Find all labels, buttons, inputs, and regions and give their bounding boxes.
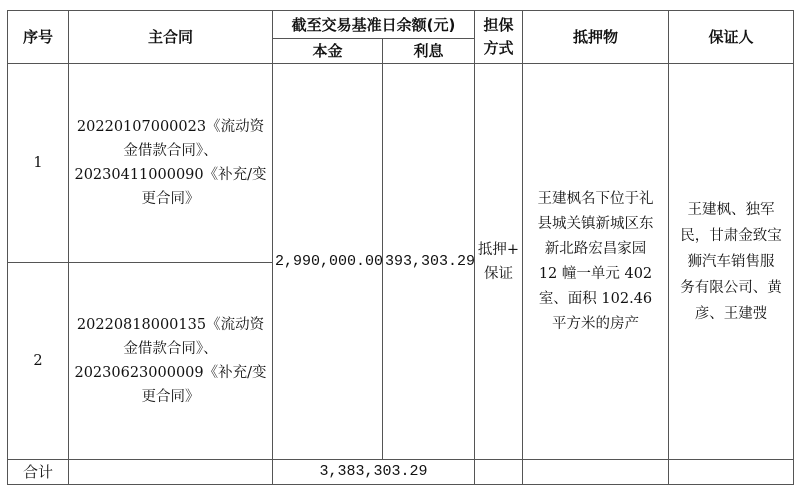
collateral-line: 县城关镇新城区东 (537, 215, 654, 232)
guarantor-line: 王建枫、独军 (687, 201, 775, 218)
header-principal: 本金 (273, 39, 383, 64)
total-label: 合计 (8, 460, 69, 485)
contract-line: 20230411000090《补充/变 (74, 167, 267, 183)
contract-line: 更合同》 (141, 191, 200, 207)
header-guarantee-method (475, 11, 523, 64)
header-balance-group: 截至交易基准日余额(元) (273, 11, 475, 39)
table-row (8, 64, 794, 263)
collateral-line: 12 幢一单元 402 (538, 265, 653, 282)
empty-cell (523, 460, 669, 485)
guarantee-method-value (475, 64, 523, 460)
loan-table (7, 10, 794, 485)
method-line: 抵押+ (477, 241, 520, 258)
header-seq: 序号 (8, 11, 69, 64)
total-row (8, 460, 794, 485)
guarantor-line: 务有限公司、黄 (680, 279, 782, 296)
method-line: 保证 (484, 265, 513, 282)
header-main-contract: 主合同 (69, 11, 273, 64)
principal-value: 2,990,000.00 (273, 64, 383, 460)
header-collateral: 抵押物 (523, 11, 669, 64)
collateral-line: 王建枫名下位于礼 (537, 190, 654, 207)
contract-line: 20220107000023《流动资 (76, 119, 265, 135)
collateral-line: 平方米的房产 (552, 315, 639, 332)
guarantor-line: 狮汽车销售服 (687, 253, 775, 270)
row-contract (69, 263, 273, 460)
header-interest: 利息 (383, 39, 475, 64)
contract-line: 20230623000009《补充/变 (74, 365, 267, 381)
collateral-line: 新北路宏昌家园 (544, 240, 647, 257)
collateral-value (523, 64, 669, 460)
row-contract (69, 64, 273, 263)
contract-line: 更合同》 (141, 389, 200, 405)
guarantor-value (669, 64, 794, 460)
total-value: 3,383,303.29 (273, 460, 475, 485)
contract-line: 20220818000135《流动资 (76, 317, 265, 333)
empty-cell (475, 460, 523, 485)
header-method-line2: 方式 (483, 39, 514, 57)
row-seq: 2 (8, 263, 69, 460)
row-seq: 1 (8, 64, 69, 263)
contract-line: 金借款合同》、 (123, 143, 218, 159)
guarantor-line: 彦、王建弢 (694, 305, 768, 322)
header-method-line1: 担保 (483, 16, 514, 34)
guarantor-line: 民，甘肃金致宝 (680, 227, 782, 244)
empty-cell (669, 460, 794, 485)
contract-line: 金借款合同》、 (123, 341, 218, 357)
header-guarantor: 保证人 (669, 11, 794, 64)
interest-value: 393,303.29 (383, 64, 475, 460)
empty-cell (69, 460, 273, 485)
collateral-line: 室、面积 102.46 (538, 290, 653, 307)
